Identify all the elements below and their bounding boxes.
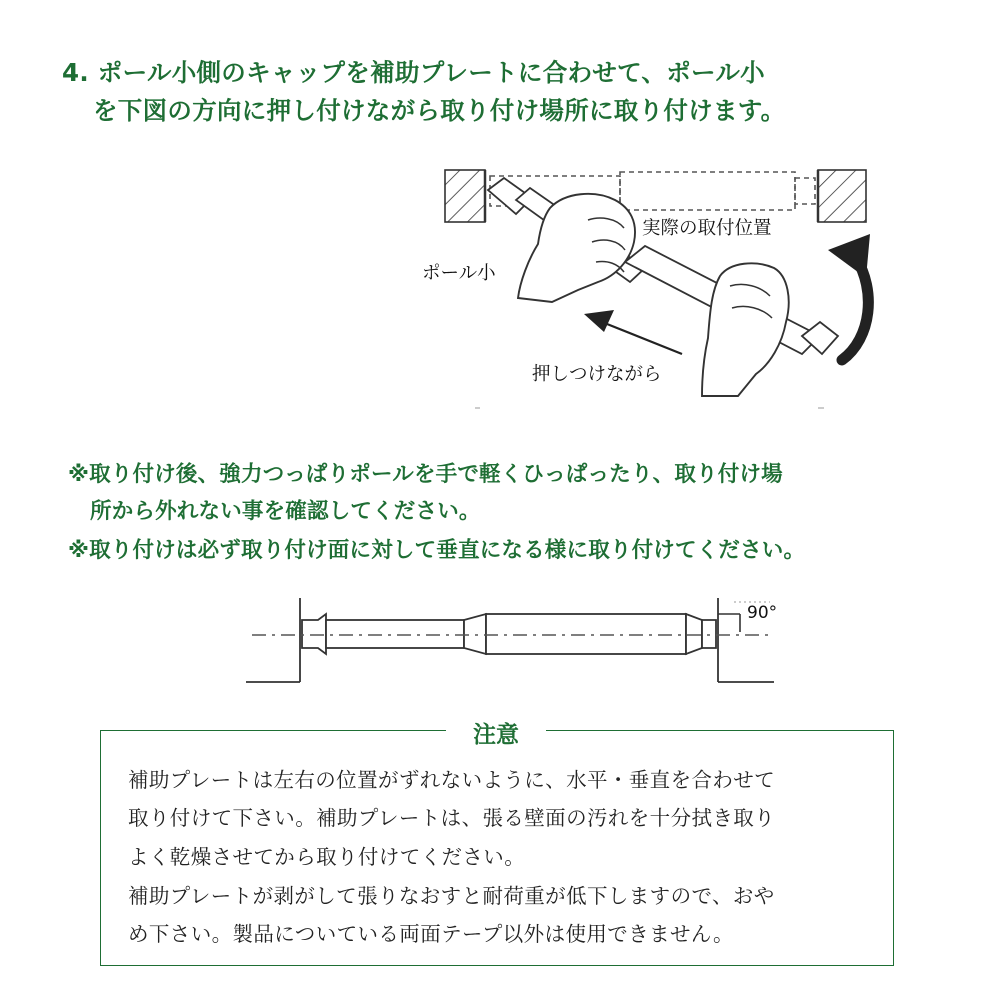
perpendicular-diagram <box>240 590 780 700</box>
note-1-line-2: 所から外れない事を確認してください。 <box>90 499 481 524</box>
caution-title: 注意 <box>446 719 546 751</box>
caution-line-2: 取り付けて下さい。補助プレートは、張る壁面の汚れを十分拭き取り <box>128 806 776 830</box>
note-2: ※取り付けは必ず取り付け面に対して垂直になる様に取り付けてください。 <box>68 538 806 563</box>
push-direction-arrow <box>584 310 682 354</box>
caution-line-5: め下さい。製品についている両面テープ以外は使用できません。 <box>128 922 734 946</box>
note-1-line-1: ※取り付け後、強力つっぱりポールを手で軽くひっぱったり、取り付け場 <box>68 462 783 487</box>
label-actual-position: 実際の取付位置 <box>642 218 772 239</box>
caution-line-3: よく乾燥させてから取り付けてください。 <box>128 845 526 869</box>
left-wall <box>445 170 485 222</box>
angle-label: 90° <box>747 603 778 623</box>
step-heading-line-2: を下図の方向に押し付けながら取り付け場所に取り付けます。 <box>93 96 786 125</box>
label-small-pole: ポール小 <box>422 263 496 284</box>
caution-line-1: 補助プレートは左右の位置がずれないように、水平・垂直を合わせて <box>128 768 776 792</box>
step-heading-line-1: 4. ポール小側のキャップを補助プレートに合わせて、ポール小 <box>62 58 765 87</box>
right-wall <box>818 170 866 222</box>
label-while-pushing: 押しつけながら <box>532 364 662 385</box>
horizontal-pole <box>302 614 716 654</box>
installation-diagram <box>420 150 900 420</box>
caution-line-4: 補助プレートが剥がして張りなおすと耐荷重が低下しますので、おや <box>128 884 775 908</box>
